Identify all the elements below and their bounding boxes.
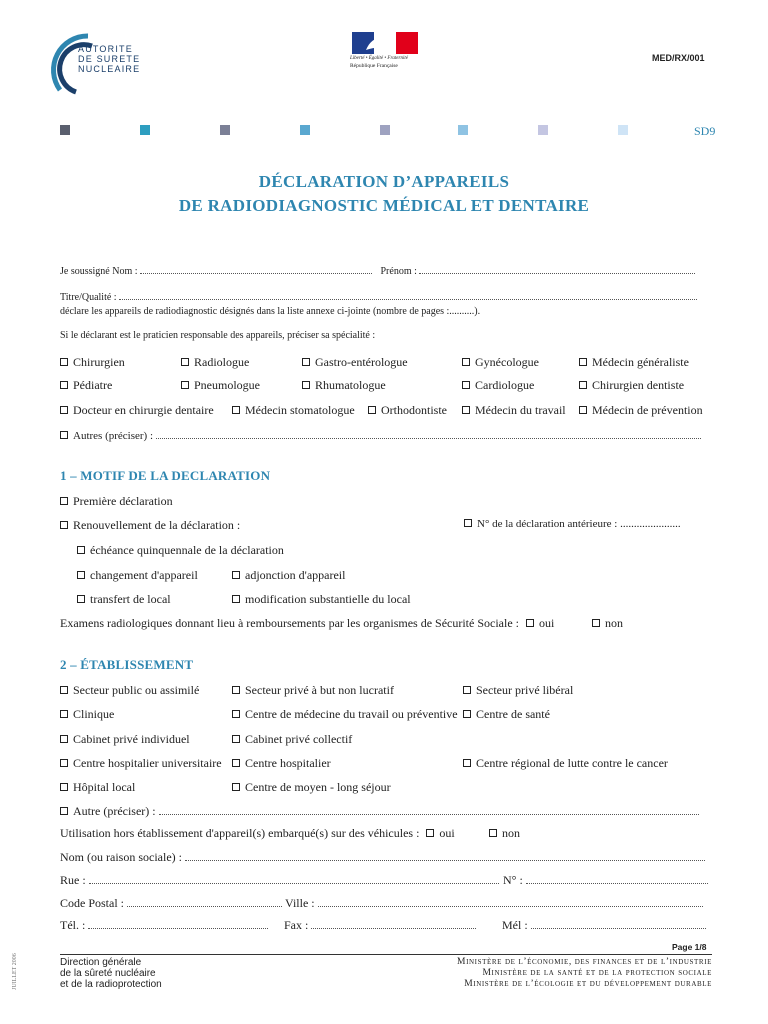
checkbox[interactable] [181,381,189,389]
examens-text: Examens radiologiques donnant lieu à remboursements par les organismes de Sécurité Sociale : [60,616,519,630]
marianne-logo [352,32,418,74]
utilisation-non[interactable]: non [489,826,520,841]
footer-rule [60,954,712,955]
cp-field[interactable] [127,897,282,907]
rue-label: Rue : [60,873,86,887]
color-square [458,125,468,135]
checkbox[interactable] [232,735,240,743]
checkbox[interactable] [232,406,240,414]
page-subtitle: DE RADIODIAGNOSTIC MÉDICAL ET DENTAIRE [178,196,590,215]
specialite-option[interactable]: Médecin de prévention [579,403,703,418]
tel-label: Tél. : [60,918,86,932]
etablissement-option[interactable]: Secteur privé libéral [463,683,573,698]
name-label: Je soussigné Nom : [60,266,138,277]
ministere-line: Ministère de la santé et de la protection sociale [482,968,712,978]
tel-field[interactable] [88,919,268,929]
specialite-text: Si le déclarant est le praticien responsable des appareils, préciser sa spécialité : [60,330,376,341]
name-line [60,264,708,277]
logo-line: AUTORITE [78,44,133,54]
specialite-option[interactable]: Médecin stomatologue [232,403,355,418]
option-adjonction[interactable]: adjonction d'appareil [232,568,345,583]
specialite-option[interactable]: Rhumatologue [302,378,386,393]
specialite-option[interactable]: Orthodontiste [368,403,447,418]
checkbox[interactable] [302,381,310,389]
specialite-option[interactable]: Médecin généraliste [579,355,689,370]
color-square [140,125,150,135]
page-number: Page 1/8 [672,942,707,952]
num-line [503,873,708,888]
ministeres-block [330,957,712,990]
logo-line: NUCLEAIRE [78,64,141,74]
checkbox-examens-oui[interactable] [526,619,534,627]
checkbox-utilisation-oui[interactable] [426,829,434,837]
direction-line: et de la radioprotection [60,979,162,990]
checkbox[interactable] [60,406,68,414]
checkbox[interactable] [60,497,68,505]
checkbox[interactable] [60,710,68,718]
checkbox[interactable] [60,735,68,743]
checkbox[interactable] [462,358,470,366]
option-premiere[interactable]: Première déclaration [60,494,173,509]
autres-line [60,429,701,442]
etablissement-option[interactable]: Cabinet privé collectif [232,732,352,747]
etablissement-option[interactable]: Centre régional de lutte contre le cancer [463,756,668,771]
side-date: JUILLET 2006 [12,953,18,990]
fax-field[interactable] [311,919,476,929]
checkbox[interactable] [368,406,376,414]
tel-line [60,918,268,933]
checkbox[interactable] [232,571,240,579]
checkbox[interactable] [463,710,471,718]
option-num-anterieure[interactable]: N° de la déclaration antérieure : ...................... [464,518,681,530]
nom-label: Nom (ou raison sociale) : [60,850,182,864]
checkbox[interactable] [592,619,600,627]
num-field[interactable] [526,874,708,884]
cp-line [60,896,282,911]
fax-label: Fax : [284,918,309,932]
marianne-motto: Liberté • Égalité • Fraternité [350,56,408,61]
titre-label: Titre/Qualité : [60,292,117,303]
form-code: SD9 [694,124,716,138]
num-label: N° : [503,873,523,887]
autres-field[interactable] [156,429,701,439]
autre-field[interactable] [159,805,699,815]
etablissement-option[interactable]: Secteur privé à but non lucratif [232,683,394,698]
autre-line [60,804,699,819]
ministere-line: Ministère de l’économie, des finances et de l’industrie [457,957,712,967]
checkbox[interactable] [60,358,68,366]
checkbox[interactable] [232,710,240,718]
declare-text: déclare les appareils de radiodiagnostic désignés dans la liste annexe ci-jointe (nombre de pages :..........). [60,306,481,317]
etablissement-option[interactable]: Centre hospitalier universitaire [60,756,222,771]
option-renouvellement[interactable]: Renouvellement de la déclaration : [60,518,240,533]
examens-non[interactable]: non [592,616,623,631]
marianne-icon [352,32,418,54]
ville-line [285,896,703,911]
titre-field[interactable] [119,290,697,300]
specialite-option[interactable]: Gynécologue [462,355,539,370]
etablissement-option[interactable]: Centre de moyen - long séjour [232,780,391,795]
prenom-field[interactable] [419,264,695,274]
form-reference: MED/RX/001 [652,53,705,63]
checkbox[interactable] [489,829,497,837]
checkbox[interactable] [232,759,240,767]
utilisation-line: Utilisation hors établissement d'appareil(s) embarqué(s) sur des véhicules : oui [60,826,455,840]
checkbox[interactable] [60,431,68,439]
mel-line [502,918,706,933]
checkbox[interactable] [60,686,68,694]
section-heading: 2 – ÉTABLISSEMENT [60,657,194,672]
nom-line [60,850,705,865]
checkbox[interactable] [302,358,310,366]
checkbox[interactable] [60,783,68,791]
etablissement-option[interactable]: Centre de santé [463,707,550,722]
checkbox[interactable] [579,358,587,366]
checkbox[interactable] [232,783,240,791]
etablissement-option[interactable]: Cabinet privé individuel [60,732,190,747]
examens-line: Examens radiologiques donnant lieu à remboursements par les organismes de Sécurité Sociale : oui [60,616,555,630]
checkbox[interactable] [60,381,68,389]
ville-label: Ville : [285,896,315,910]
page-title: DÉCLARATION D’APPAREILS [258,172,510,191]
asn-logo [20,30,195,102]
color-square [220,125,230,135]
checkbox[interactable] [60,759,68,767]
specialite-option[interactable]: Chirurgien [60,355,125,370]
etablissement-option[interactable]: Hôpital local [60,780,135,795]
autre-label: Autre (préciser) : [73,804,156,818]
checkbox[interactable] [77,571,85,579]
ville-field[interactable] [318,897,703,907]
checkbox[interactable] [462,381,470,389]
color-square [300,125,310,135]
ministere-line: Ministère de l’écologie et du développement durable [464,979,712,989]
option-echeance[interactable]: échéance quinquennale de la déclaration [77,543,284,558]
checkbox[interactable] [579,381,587,389]
option-changement[interactable]: changement d'appareil [77,568,198,583]
etablissement-option[interactable]: Centre hospitalier [232,756,331,771]
specialite-option[interactable]: Médecin du travail [462,403,566,418]
checkbox[interactable] [181,358,189,366]
specialite-option[interactable]: Pédiatre [60,378,112,393]
specialite-option[interactable]: Radiologue [181,355,249,370]
checkbox[interactable] [579,406,587,414]
checkbox[interactable] [462,406,470,414]
color-square [538,125,548,135]
rue-field[interactable] [89,874,499,884]
direction-line: Direction générale [60,957,142,968]
checkbox[interactable] [77,546,85,554]
checkbox[interactable] [464,519,472,527]
name-field[interactable] [140,264,372,274]
nom-field[interactable] [185,851,705,861]
color-square [60,125,70,135]
direction-block [60,957,162,990]
mel-field[interactable] [531,919,706,929]
option-transfert[interactable]: transfert de local [77,592,171,607]
checkbox[interactable] [232,595,240,603]
color-square [380,125,390,135]
specialite-option[interactable]: Docteur en chirurgie dentaire [60,403,214,418]
num-anterieure-field[interactable]: ...................... [620,518,681,530]
color-square [618,125,628,135]
option-modification[interactable]: modification substantielle du local [232,592,411,607]
cp-label: Code Postal : [60,896,125,910]
titre-line [60,290,697,303]
mel-label: Mél : [502,918,528,932]
etablissement-option[interactable]: Secteur public ou assimilé [60,683,199,698]
section-heading: 1 – MOTIF DE LA DECLARATION [60,468,271,483]
logo-line: DE SURETE [78,54,141,64]
etablissement-option[interactable]: Clinique [60,707,114,722]
checkbox[interactable] [232,686,240,694]
checkbox[interactable] [77,595,85,603]
prenom-label: Prénom : [380,266,417,277]
etablissement-option[interactable]: Centre de médecine du travail ou préventive [232,707,458,722]
checkbox[interactable] [463,759,471,767]
specialite-option[interactable]: Gastro-entérologue [302,355,408,370]
specialite-option[interactable]: Cardiologue [462,378,534,393]
checkbox[interactable] [60,807,68,815]
utilisation-text: Utilisation hors établissement d'appareil(s) embarqué(s) sur des véhicules : [60,826,420,840]
rue-line [60,873,499,888]
marianne-name: République Française [350,63,398,69]
autres-label: Autres (préciser) : [73,430,154,442]
fax-line [284,918,476,933]
checkbox[interactable] [463,686,471,694]
direction-line: de la sûreté nucléaire [60,968,156,979]
specialite-option[interactable]: Pneumologue [181,378,260,393]
checkbox[interactable] [60,521,68,529]
specialite-option[interactable]: Chirurgien dentiste [579,378,684,393]
